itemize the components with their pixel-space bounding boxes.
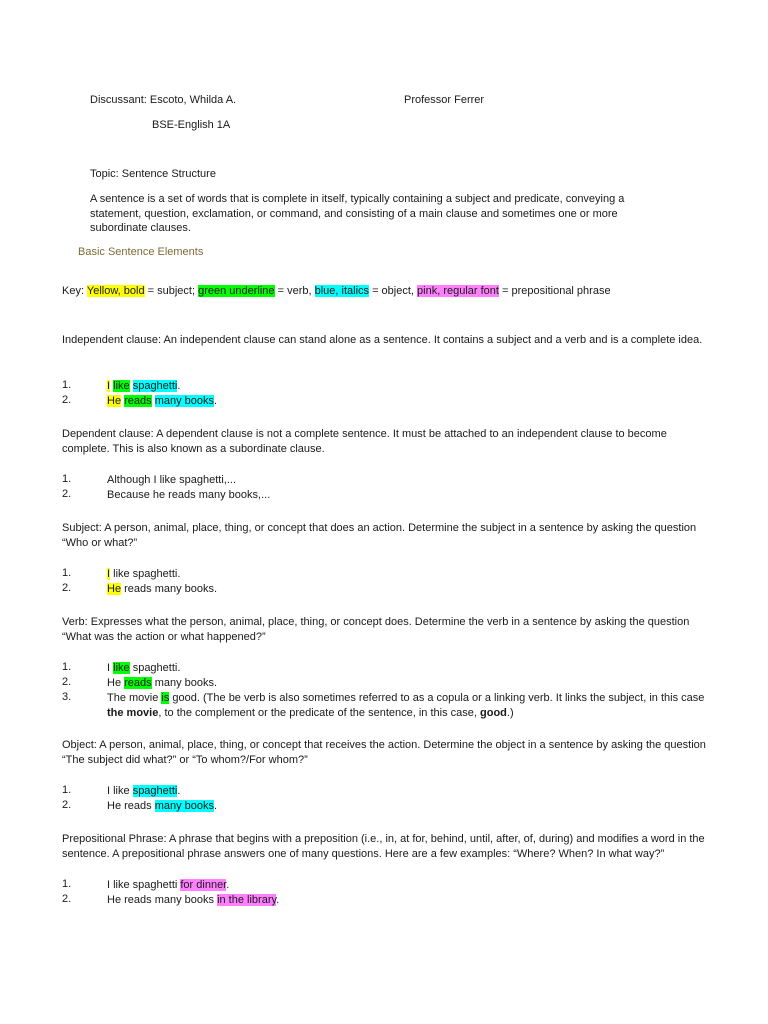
verb-highlight: is [161,692,170,704]
subject-paragraph: Subject: A person, animal, place, thing, or concept that does an action. Determine the subject in a sentence by asking the question “Who or what?” [62,522,697,549]
object-highlight: spaghetti [132,380,178,392]
verb-highlight: reads [124,395,152,407]
list-number: 2. [62,799,72,811]
subject-highlight: He [107,395,122,407]
verb-paragraph: Verb: Expresses what the person, animal, place, thing, or concept does. Determine the verb in a sentence by asking the question “What was the action or what happened?” [62,616,690,643]
verb-highlight: like [113,380,130,392]
key-object-desc: = object, [369,285,418,297]
sentence-start: I like spaghetti [107,879,181,891]
key-prep-desc: = prepositional phrase [498,285,611,297]
period: . [214,800,218,812]
key-prep: pink, regular font [417,285,499,297]
prep-example-1 [107,878,707,893]
object-highlight: many books [154,395,215,407]
key-verb: green underline [198,285,275,297]
key-subject: Yellow, bold [86,285,145,297]
verb-example-2 [107,676,707,691]
key-line [62,284,712,299]
key-verb-desc: = verb, [274,285,315,297]
sentence-start: He reads many books [107,894,218,906]
sentence-rest: like spaghetti. [110,568,181,580]
discussant-line: Discussant: Escoto, Whilda A. [90,94,237,106]
key-subject-desc: = subject; [144,285,199,297]
subject-highlight: I [107,568,111,580]
sentence-rest: reads many books. [121,583,218,595]
verb-example-3 [107,691,707,720]
list-number: 2. [62,676,72,688]
list-number: 1. [62,661,72,673]
list-number: 2. [62,893,72,905]
prepositional-phrase-paragraph: Prepositional Phrase: A phrase that begins with a preposition (i.e., in, at for, behind, until, after, of, during) and modifies a word in the sentence. A prepositional phrase answers one of many questions. Here are a few examples: “Where? When? In what way?” [62,833,705,860]
verb-highlight: like [113,662,130,674]
list-number: 3. [62,691,72,703]
list-number: 1. [62,473,72,485]
list-number: 1. [62,784,72,796]
period: . [276,894,280,906]
prep-highlight: in the library [217,894,277,906]
sentence-middle: , to the complement or the predicate of the sentence, in this case, [158,706,480,719]
subject-example-1 [107,567,707,582]
bold-term: good [480,706,507,719]
object-example-2 [107,799,707,814]
prep-example-2 [107,893,707,908]
sentence-start: He [107,677,125,689]
dependent-example-1: Although I like spaghetti,... [107,474,237,486]
sentence-rest: spaghetti. [129,662,181,674]
sentence-rest: many books. [151,677,218,689]
sentence-start: I [107,662,114,674]
sentence-end: .) [506,706,514,719]
independent-example-2 [107,394,707,409]
professor-line: Professor Ferrer [404,94,485,106]
bold-term: the movie [107,706,159,719]
period: . [177,785,181,797]
object-paragraph: Object: A person, animal, place, thing, or concept that receives the action. Determine the object in a sentence by asking the question “The subject did what?” or “To whom?/For whom?” [62,739,706,766]
key-prefix: Key: [62,285,87,297]
sentence-start: The movie [107,692,162,704]
subject-example-2 [107,582,707,597]
object-highlight: many books [154,800,215,812]
sentence-start: He reads [107,800,155,812]
list-number: 2. [62,394,72,406]
period: . [177,380,181,392]
independent-clause-paragraph: Independent clause: An independent clause can stand alone as a sentence. It contains a subject and a verb and is a complete idea. [62,334,703,346]
independent-example-1 [107,379,707,394]
sentence-rest: good. (The be verb is also sometimes referred to as a copula or a linking verb. It links the subject, in this case [169,692,705,704]
prep-highlight: for dinner [180,879,227,891]
list-number: 1. [62,379,72,391]
topic-line: Topic: Sentence Structure [90,168,216,180]
list-number: 1. [62,878,72,890]
sentence-start: I like [107,785,133,797]
list-number: 1. [62,567,72,579]
list-number: 2. [62,582,72,594]
key-object: blue, italics [314,285,370,297]
object-highlight: spaghetti [132,785,178,797]
list-number: 2. [62,488,72,500]
verb-example-1 [107,661,707,676]
object-example-1 [107,784,707,799]
course-line: BSE-English 1A [152,119,231,131]
period: . [214,395,218,407]
subject-highlight: He [107,583,122,595]
basic-elements-heading: Basic Sentence Elements [78,246,204,258]
dependent-clause-paragraph: Dependent clause: A dependent clause is not a complete sentence. It must be attached to an independent clause to become complete. This is also known as a subordinate clause. [62,428,667,455]
subject-highlight: I [107,380,111,392]
verb-highlight: reads [124,677,152,689]
dependent-example-2: Because he reads many books,... [107,489,271,501]
intro-paragraph: A sentence is a set of words that is complete in itself, typically containing a subject and predicate, conveying a statement, question, exclamation, or command, and consisting of a main clause and sometimes one or more subordinate clauses. [90,193,625,234]
period: . [226,879,230,891]
